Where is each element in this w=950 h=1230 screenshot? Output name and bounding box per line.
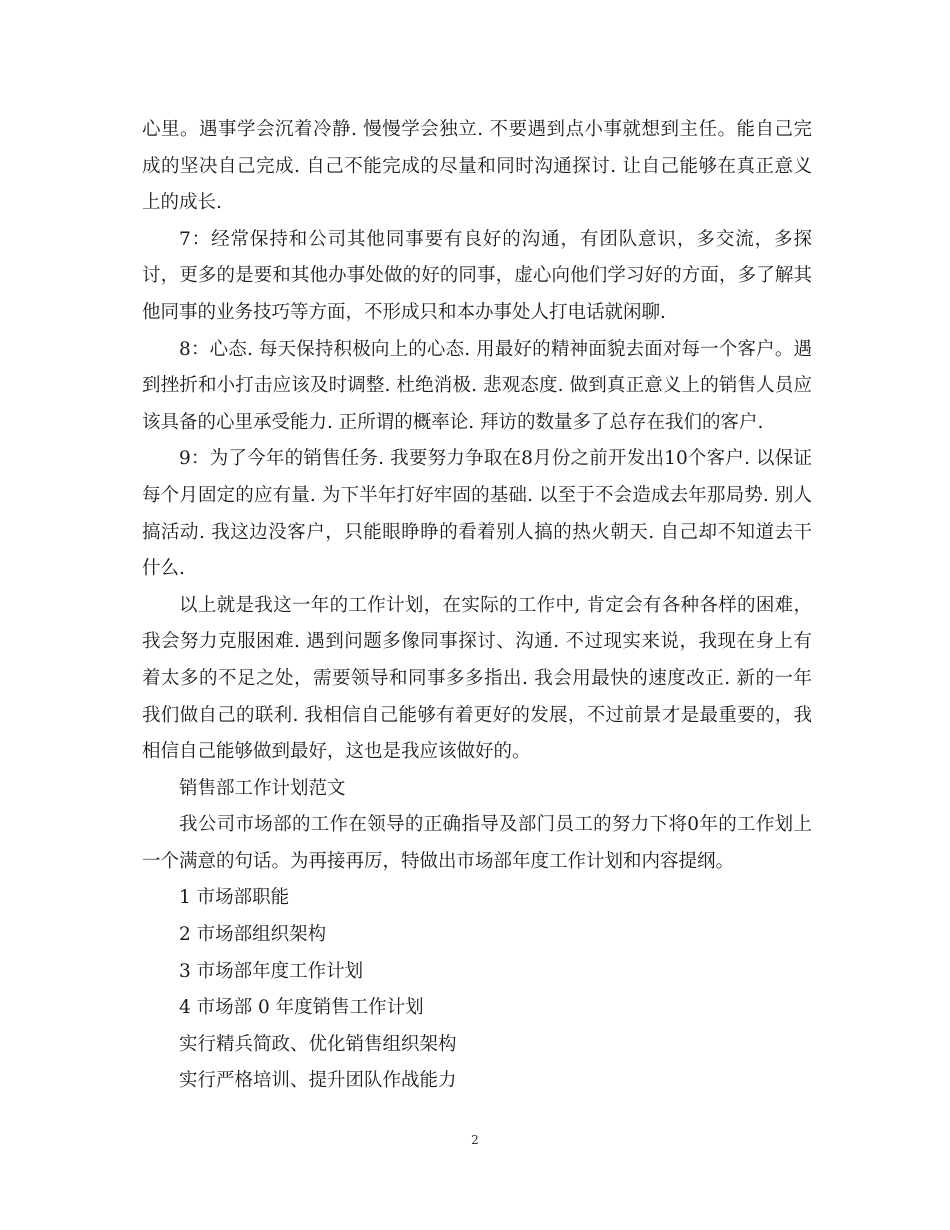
paragraph-item-7: 7：经常保持和公司其他同事要有良好的沟通，有团队意识，多交流，多探讨，更多的是要和其他办事处做的好的同事，虚心向他们学习好的方面，多了解其他同事的业务技巧等方面，不形成只和本办事处人打电话就闲聊. [142, 228, 812, 323]
section-heading: 销售部工作计划范文 [179, 777, 346, 799]
paragraph-item-8: 8：心态. 每天保持积极向上的心态. 用最好的精神面貌去面对每一个客户。遇到挫折和小打击应该及时调整. 杜绝消极. 悲观态度. 做到真正意义上的销售人员应该具备的心里承受能力. 正所谓的概率论. 拜访的数量多了总存在我们的客户. [142, 338, 812, 433]
outline-subitem-1: 实行精兵简政、优化销售组织架构 [179, 1033, 457, 1055]
outline-item-2: 2 市场部组织架构 [179, 924, 327, 946]
paragraph-intro: 我公司市场部的工作在领导的正确指导及部门员工的努力下将0年的工作划上一个满意的句话。为再接再厉，特做出市场部年度工作计划和内容提纲。 [142, 814, 812, 872]
page-number: 2 [471, 1133, 479, 1147]
paragraph-summary: 以上就是我这一年的工作计划，在实际的工作中, 肯定会有各种各样的困难，我会努力克服困难. 遇到问题多像同事探讨、沟通. 不过现实来说，我现在身上有着太多的不足之处，需要领导和同事多多指出. 我会用最快的速度改正. 新的一年我们做自己的联利. 我相信自己能够有着更好的发展，不过前景才是最重要的，我相信自己能够做到最好，这也是我应该做好的。 [142, 594, 812, 763]
outline-item-4: 4 市场部 0 年度销售工作计划 [179, 997, 424, 1019]
document-body [142, 112, 812, 1100]
outline-item-3: 3 市场部年度工作计划 [179, 960, 364, 982]
paragraph-item-9: 9：为了今年的销售任务. 我要努力争取在8月份之前开发出10个客户. 以保证每个月固定的应有量. 为下半年打好牢固的基础. 以至于不会造成去年那局势. 别人搞活动. 我这边没客户，只能眼睁睁的看着别人搞的热火朝天. 自己却不知道去干什么. [142, 448, 812, 580]
outline-item-1: 1 市场部职能 [179, 887, 290, 909]
outline-subitem-2: 实行严格培训、提升团队作战能力 [179, 1070, 457, 1092]
paragraph-continuation: 心里。遇事学会沉着冷静. 慢慢学会独立. 不要遇到点小事就想到主任。能自己完成的坚决自己完成. 自己不能完成的尽量和同时沟通探讨. 让自己能够在真正意义上的成长. [142, 119, 812, 214]
